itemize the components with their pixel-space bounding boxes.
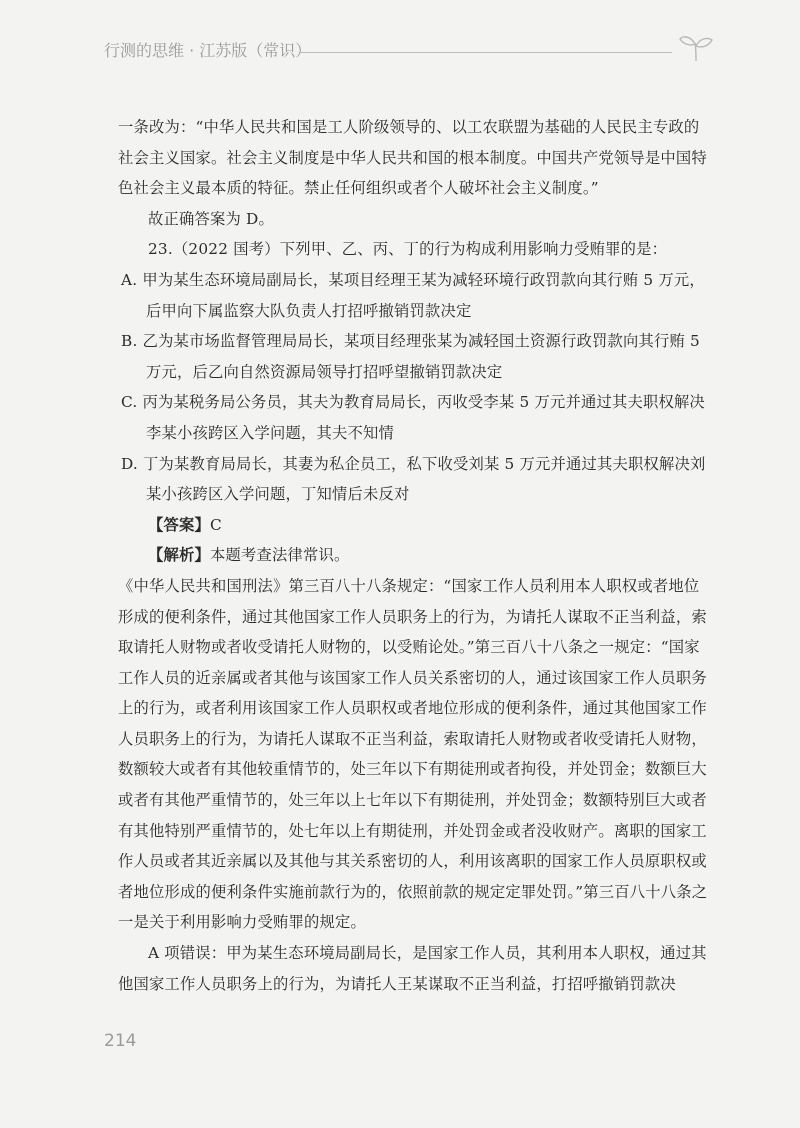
sprout-icon bbox=[678, 32, 714, 62]
answer-label: 【答案】 bbox=[148, 515, 210, 534]
book-title: 行测的思维 · 江苏版（常识） bbox=[104, 41, 312, 60]
option-d: D. 丁为某教育局局长，其妻为私企员工，私下收受刘某 5 万元并通过其夫职权解决刘某小孩跨区入学问题，丁知情后未反对 bbox=[121, 454, 706, 504]
question-stem: 23.（2022 国考）下列甲、乙、丙、丁的行为构成利用影响力受贿罪的是： bbox=[148, 240, 668, 259]
law-paragraph: 《中华人民共和国刑法》第三百八十八条规定：“国家工作人员利用本人职权或者地位形成的便利条件，通过其他国家工作人员职务上的行为，为请托人谋取不正当利益，索取请托人财物或者收受请托人财物的，以受贿论处。”第三百八十八条之一规定：“国家工作人员的近亲属或者其他与该国家工作人员关系密切的人，通过该国家工作人员职务上的行为，或者利用该国家工作人员职权或者地位形成的便利条件，通过其他国家工作人员职务上的行为，为请托人谋取不正当利益，索取请托人财物或者收受请托人财物，数额较大或者有其他较重情节的，处三年以下有期徒刑或者拘役，并处罚金；数额巨大或者有其他严重情节的，处三年以上七年以下有期徒刑，并处罚金；数额特别巨大或者有其他特别严重情节的，处七年以上有期徒刑，并处罚金或者没收财产。离职的国家工作人员或者其近亲属以及其他与其关系密切的人，利用该离职的国家工作人员原职权或者地位形成的便利条件实施前款行为的，依照前款的规定定罪处罚。”第三百八十八条之一是关于利用影响力受贿罪的规定。 bbox=[118, 576, 708, 932]
answer-line bbox=[118, 510, 708, 541]
continuation-paragraph: 一条改为：“中华人民共和国是工人阶级领导的、以工农联盟为基础的人民民主专政的社会主义国家。社会主义制度是中华人民共和国的根本制度。中国共产党领导是中国特色社会主义最本质的特征。禁止任何组织或者个人破坏社会主义制度。” bbox=[118, 118, 707, 198]
answer-value: C bbox=[210, 515, 222, 534]
previous-answer: 故正确答案为 D。 bbox=[148, 209, 275, 228]
running-header bbox=[104, 30, 714, 64]
analysis-text: 本题考查法律常识。 bbox=[210, 546, 350, 565]
page-body bbox=[118, 112, 708, 999]
analysis-line bbox=[118, 540, 708, 571]
option-a-analysis: A 项错误：甲为某生态环境局副局长，是国家工作人员，其利用本人职权，通过其他国家工作人员职务上的行为，为请托人王某谋取不正当利益，打招呼撤销罚款决 bbox=[118, 944, 707, 993]
option-c: C. 丙为某税务局公务员，其夫为教育局局长，丙收受李某 5 万元并通过其夫职权解决李某小孩跨区入学问题，其夫不知情 bbox=[121, 393, 705, 442]
option-a: A. 甲为某生态环境局副局长，某项目经理王某为减轻环境行政罚款向其行贿 5 万元，后甲向下属监察大队负责人打招呼撤销罚款决定 bbox=[121, 270, 705, 320]
analysis-label: 【解析】 bbox=[148, 546, 210, 565]
page-number: 214 bbox=[104, 1031, 137, 1051]
header-divider bbox=[300, 52, 672, 53]
option-b: B. 乙为某市场监督管理局局长，某项目经理张某为减轻国土资源行政罚款向其行贿 5 万元，后乙向自然资源局领导打招呼望撤销罚款决定 bbox=[121, 332, 700, 381]
